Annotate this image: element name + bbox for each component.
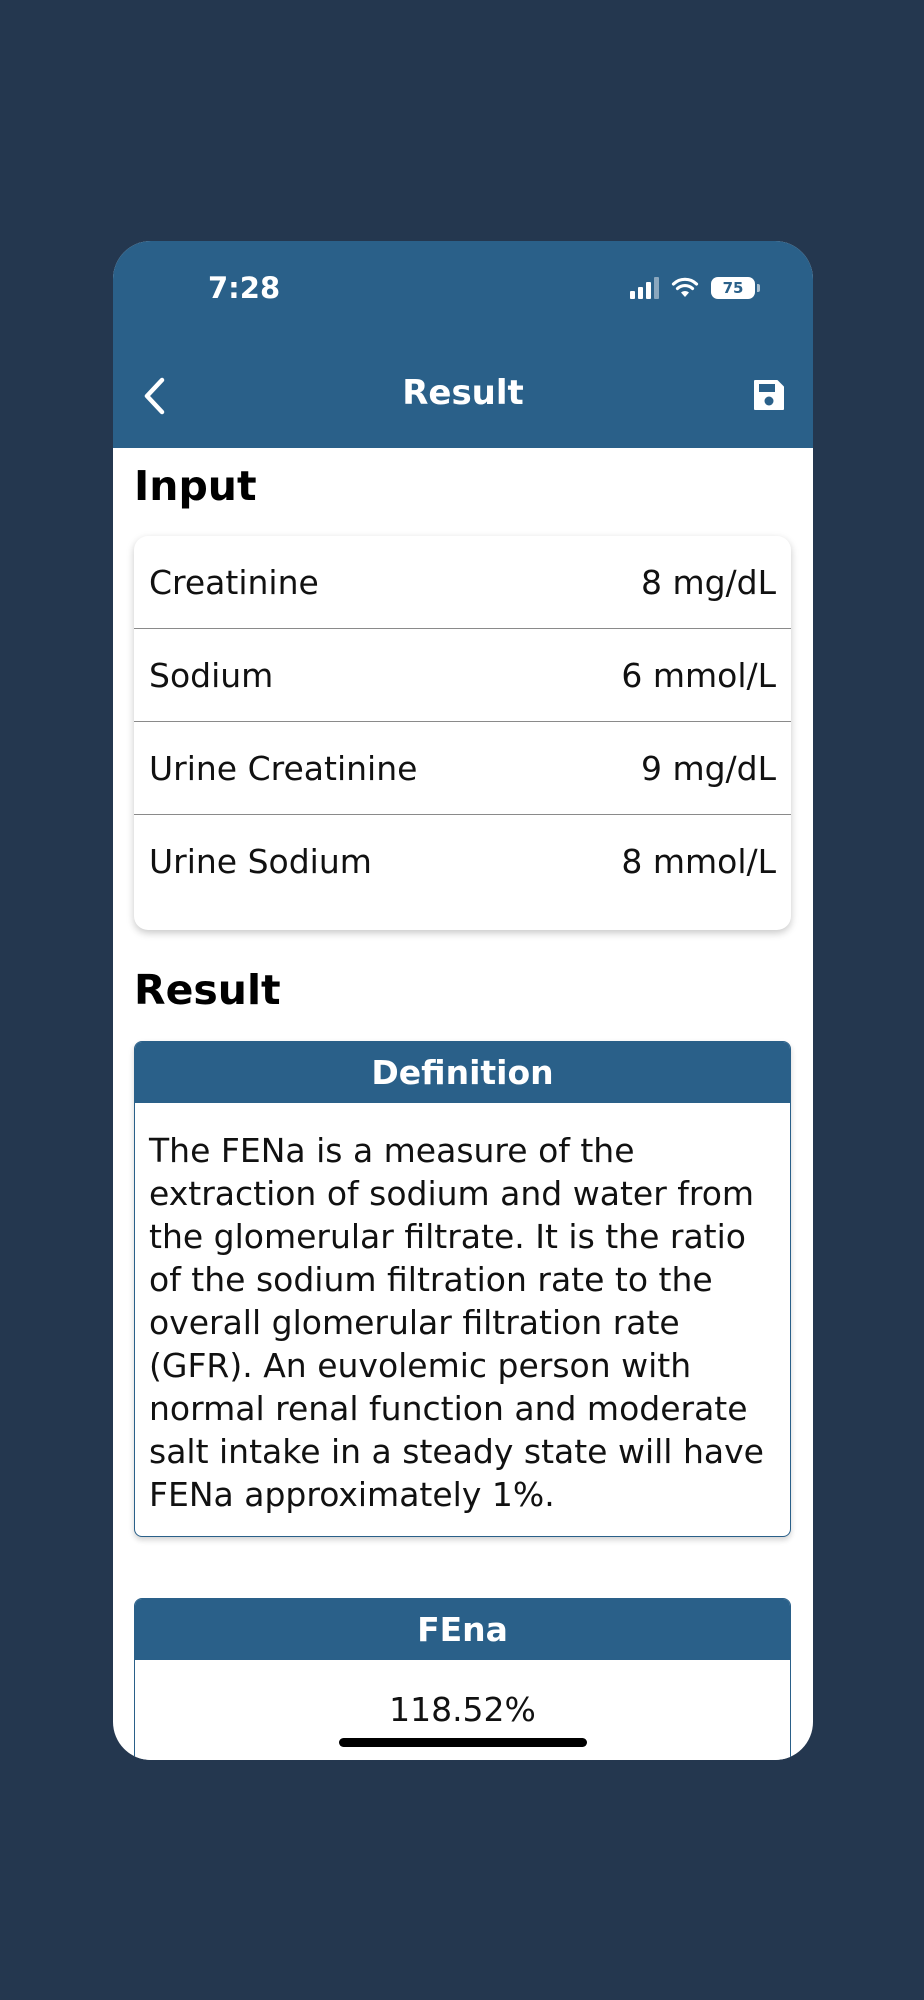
fena-header: FEna [135,1599,790,1660]
input-value: 8 mg/dL [640,562,776,602]
app-header [113,241,813,448]
input-row-sodium [134,629,791,722]
battery-icon [711,277,755,299]
input-card [134,536,791,930]
home-indicator[interactable] [339,1738,587,1747]
result-section-title: Result [134,966,281,1014]
fena-value: 118.52% [389,1690,536,1729]
input-label: Creatinine [149,562,319,602]
cellular-signal-icon [630,277,659,299]
input-section-title: Input [134,462,257,510]
definition-text: The FENa is a measure of the extraction of sodium and water from the glomerular filtrate. It is the ratio of the sodium filtration rate to the overall glomerular filtration rate (GFR). An euvolemic person with normal renal function and moderate salt intake in a steady state will have FENa approximately 1%. [149,1131,764,1514]
definition-panel [134,1041,791,1537]
input-value: 9 mg/dL [640,748,776,788]
status-icons [630,277,755,299]
input-row-urine-sodium [134,815,791,907]
input-row-creatinine [134,536,791,629]
page-title: Result [402,373,524,413]
floppy-disk-icon [752,378,786,412]
input-label: Urine Creatinine [149,748,418,788]
input-row-urine-creatinine [134,722,791,815]
definition-header: Definition [135,1042,790,1103]
input-label: Urine Sodium [149,841,372,881]
save-button[interactable] [747,373,791,417]
wifi-icon [671,277,699,299]
fena-panel [134,1598,791,1760]
input-value: 6 mmol/L [621,655,776,695]
battery-level: 75 [722,279,744,297]
status-time: 7:28 [208,271,281,305]
phone-screen [113,241,813,1760]
input-value: 8 mmol/L [621,841,776,881]
input-label: Sodium [149,655,274,695]
